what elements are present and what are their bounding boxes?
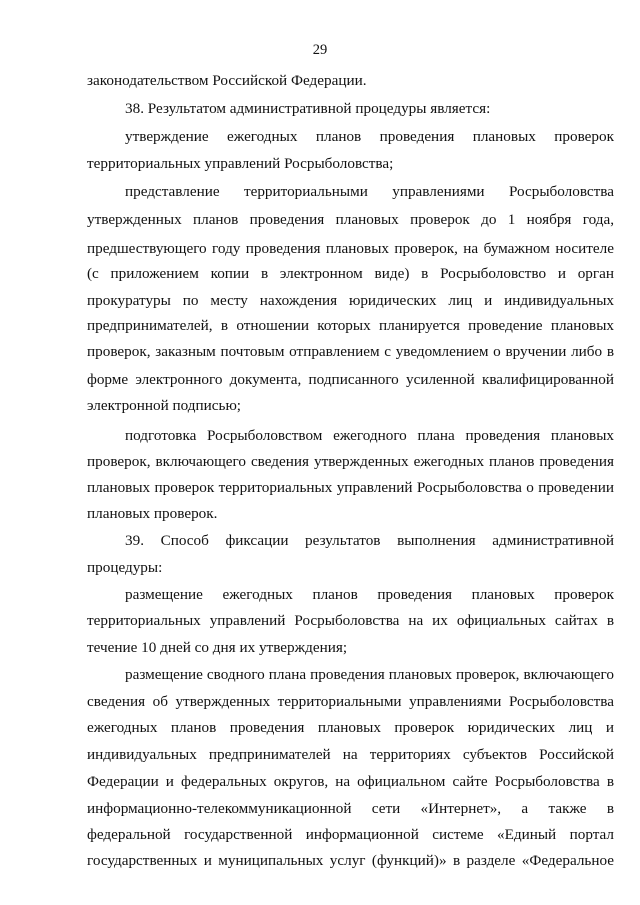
text-line: процедуры:	[87, 559, 163, 576]
text-line: форме электронного документа, подписанного усиленной квалифицированной	[87, 371, 614, 388]
text-line: территориальных управлений Росрыболовства;	[87, 155, 394, 172]
text-line: электронной подписью;	[87, 397, 242, 414]
text-line: размещение ежегодных планов проведения плановых проверок	[125, 586, 614, 603]
text-line: течение 10 дней со дня их утверждения;	[87, 639, 348, 656]
text-line: предшествующего году проведения плановых проверок, на бумажном носителе	[87, 240, 614, 257]
text-line: подготовка Росрыболовством ежегодного плана проведения плановых	[125, 427, 614, 444]
page-number: 29	[312, 42, 328, 58]
text-line: размещение сводного плана проведения плановых проверок, включающего	[125, 666, 614, 683]
text-line: проверок, включающего сведения утвержденных ежегодных планов проведения	[87, 453, 614, 470]
text-line: ежегодных планов проведения плановых проверок юридических лиц и	[87, 719, 614, 736]
text-line: утверждение ежегодных планов проведения плановых проверок	[125, 128, 614, 145]
text-line: плановых проверок территориальных управлений Росрыболовства о проведении	[87, 479, 614, 496]
text-line: 39. Способ фиксации результатов выполнения административной	[125, 532, 614, 549]
text-line: сведения об утвержденных территориальными управлениями Росрыболовства	[87, 693, 614, 710]
text-line: информационно-телекоммуникационной сети «Интернет», а также в	[87, 800, 614, 817]
text-line: (с приложением копии в электронном виде) в Росрыболовство и орган	[87, 265, 614, 282]
text-line: 38. Результатом административной процедуры является:	[125, 100, 491, 117]
text-line: индивидуальных предпринимателей на территориях субъектов Российской	[87, 746, 614, 763]
text-line: федеральной государственной информационной системе «Единый портал	[87, 826, 614, 843]
text-line: законодательством Российской Федерации.	[87, 72, 367, 89]
text-line: предпринимателей, в отношении которых планируется проведение плановых	[87, 317, 614, 334]
text-line: прокуратуры по месту нахождения юридических лиц и индивидуальных	[87, 292, 614, 309]
text-line: утвержденных планов проведения плановых проверок до 1 ноября года,	[87, 211, 614, 228]
text-line: представление территориальными управлениями Росрыболовства	[125, 183, 614, 200]
text-line: территориальных управлений Росрыболовства на их официальных сайтах в	[87, 612, 614, 629]
text-line: государственных и муниципальных услуг (функций)» в разделе «Федеральное	[87, 852, 614, 869]
text-line: проверок, заказным почтовым отправлением с уведомлением о вручении либо в	[87, 343, 614, 360]
text-line: Федерации и федеральных округов, на официальном сайте Росрыболовства в	[87, 773, 614, 790]
text-line: плановых проверок.	[87, 505, 218, 522]
